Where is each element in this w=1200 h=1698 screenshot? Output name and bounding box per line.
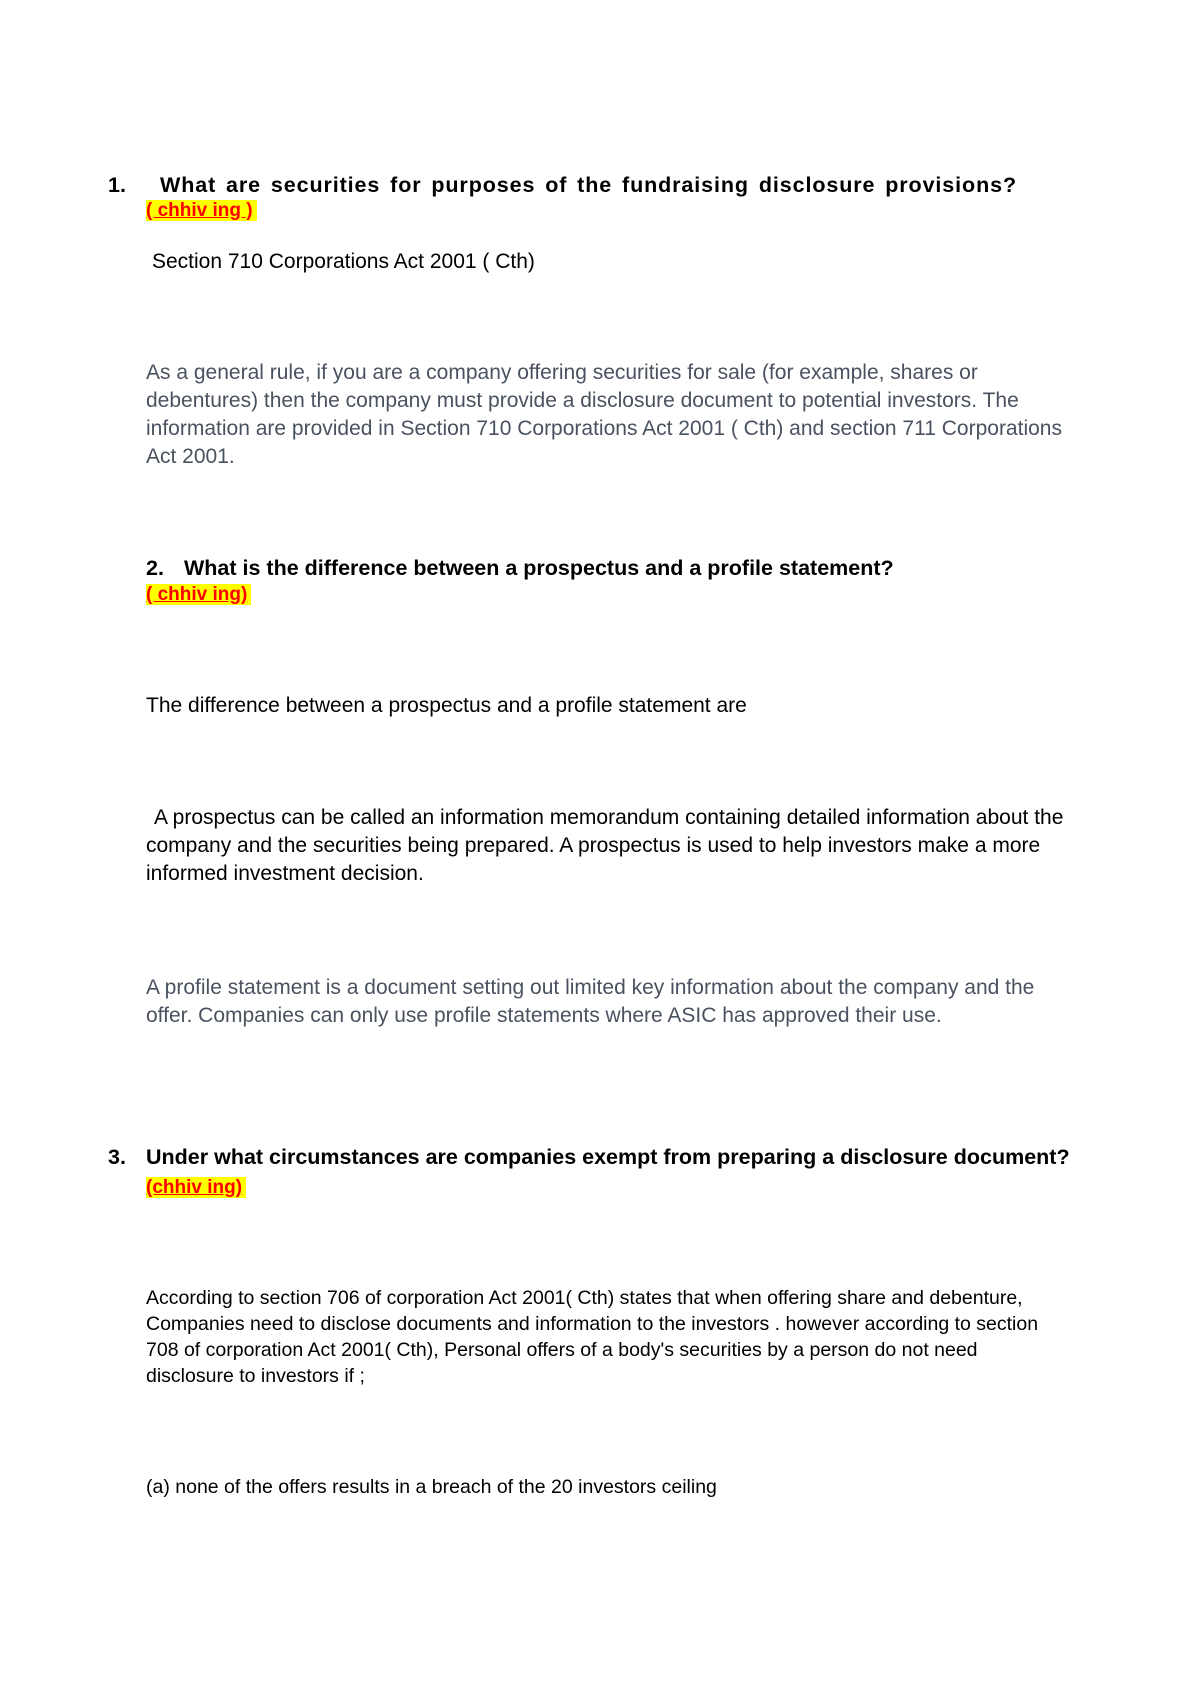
question-2-tag-wrap <box>146 584 251 606</box>
answer-2-prospectus: A prospectus can be called an information memorandum containing detailed information about the company and the securities being prepared. A prospectus is used to help investors make a more informed investment decision. <box>146 806 1064 885</box>
question-1 <box>108 171 1068 200</box>
question-1-tag: ( chhiv ing ) <box>146 200 257 221</box>
question-1-number: 1. <box>108 173 126 197</box>
question-2-number: 2. <box>146 556 164 580</box>
answer-3-paragraph: According to section 706 of corporation Act 2001( Cth) states that when offering share and debenture, Companies need to disclose documents and information to the investors . however according to section 708 of corporation Act 2001( Cth), Personal offers of a body's securities by a person do not need disclosure to investors if ; <box>146 1287 1039 1387</box>
question-2 <box>146 554 1066 583</box>
answer-1-reference: Section 710 Corporations Act 2001 ( Cth) <box>152 250 535 273</box>
answer-1-paragraph: As a general rule, if you are a company offering securities for sale (for example, shares or debentures) then the company must provide a disclosure document to potential investors. The information are provided in Section 710 Corporations Act 2001 ( Cth) and section 711 Corporations Act 2001. <box>146 361 1062 468</box>
question-3-title: Under what circumstances are companies exempt from preparing a disclosure document? <box>146 1145 1070 1169</box>
answer-2-intro: The difference between a prospectus and a profile statement are <box>146 694 747 717</box>
question-3-title-line <box>146 1143 1088 1201</box>
answer-3-item-a: (a) none of the offers results in a breach of the 20 investors ceiling <box>146 1476 717 1498</box>
question-1-tag-wrap <box>146 200 257 222</box>
question-3-tag: (chhiv ing) <box>146 1177 246 1198</box>
question-3 <box>108 1143 1088 1201</box>
question-3-number: 3. <box>108 1145 126 1169</box>
answer-2-profile-statement: A profile statement is a document setting out limited key information about the company and the offer. Companies can only use profile statements where ASIC has approved their use. <box>146 976 1035 1027</box>
question-2-tag: ( chhiv ing) <box>146 584 251 605</box>
question-1-title: What are securities for purposes of the fundraising disclosure provisions? <box>160 173 1017 197</box>
question-2-title: What is the difference between a prospectus and a profile statement? <box>184 556 894 580</box>
